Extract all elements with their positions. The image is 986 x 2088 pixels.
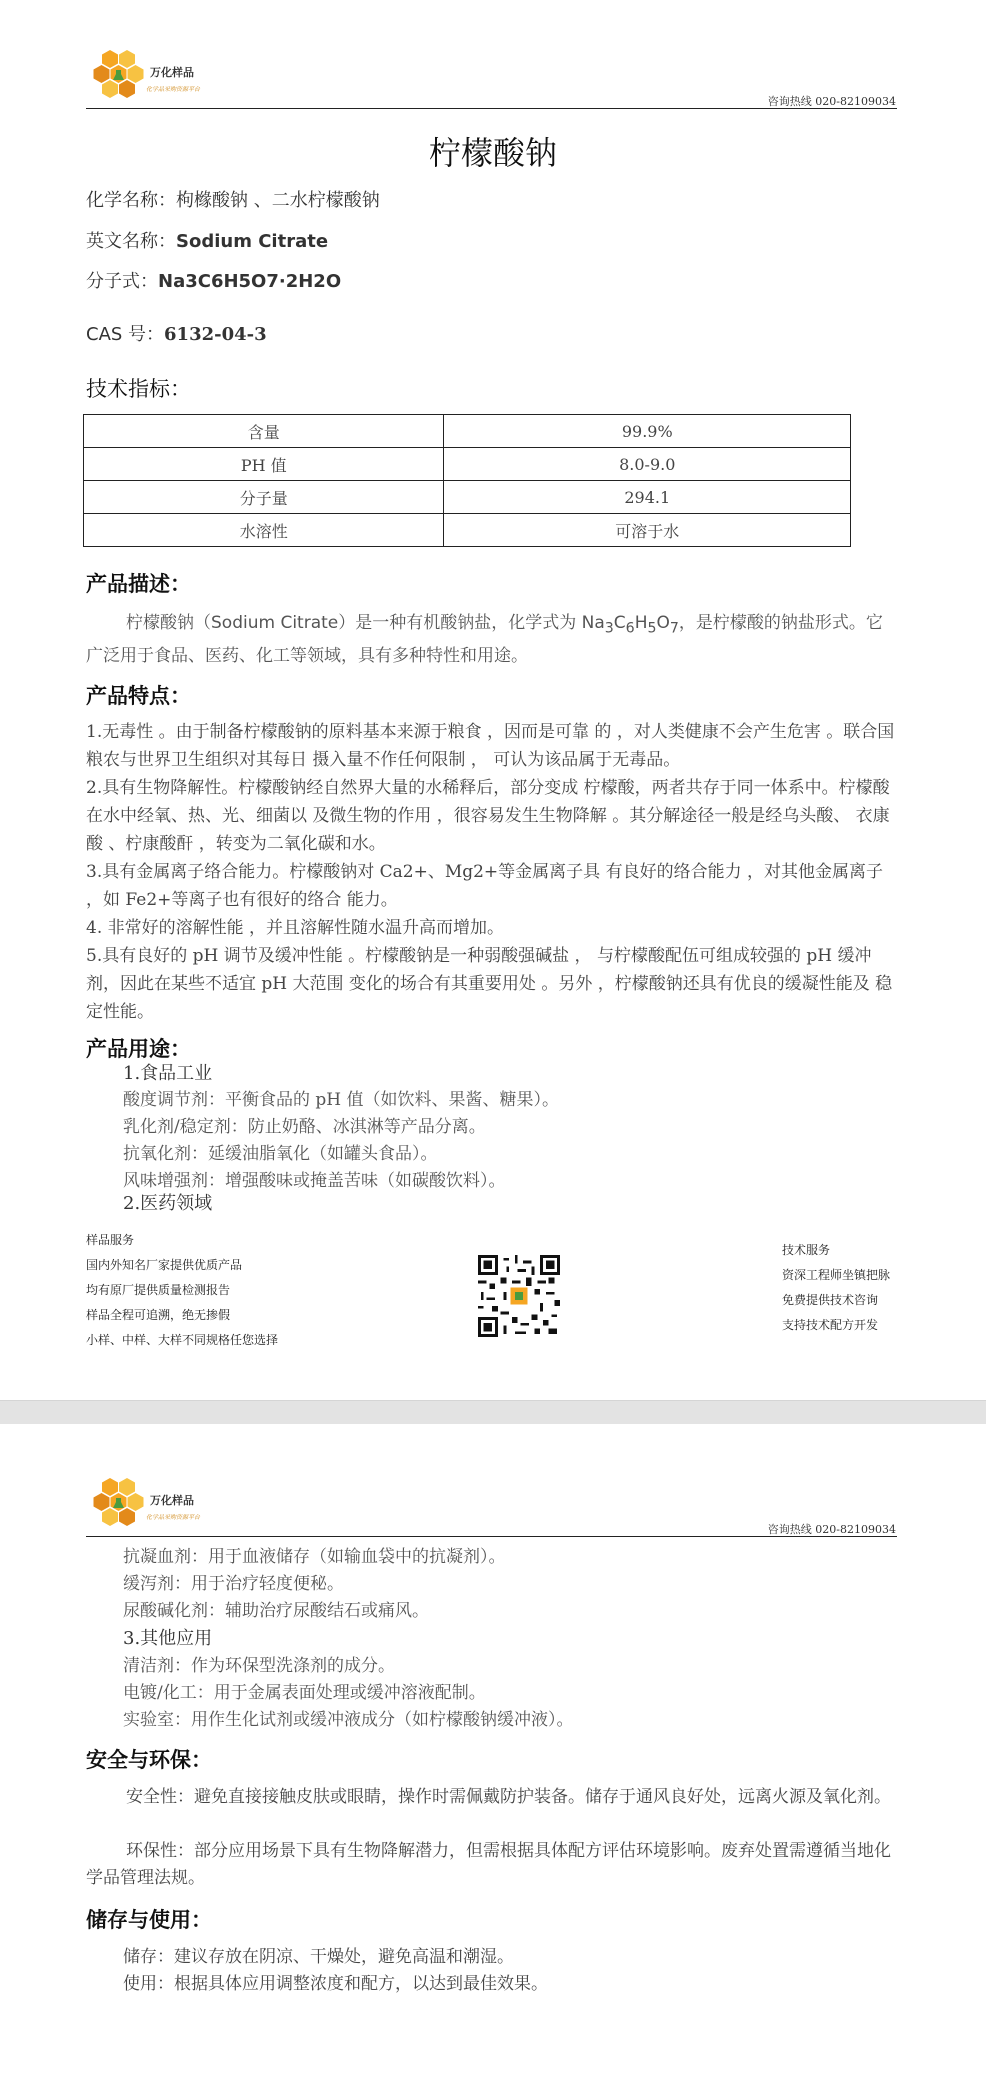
formula-value: Na3C6H5O7·2H2O — [158, 271, 342, 292]
list-item: 抗氧化剂：延缓油脂氧化（如罐头食品）。 — [123, 1144, 438, 1164]
footer-sample-service — [86, 1228, 278, 1353]
spec-value: 294.1 — [444, 481, 851, 514]
safety-heading: 安全与环保： — [86, 1748, 212, 1772]
features-list — [86, 718, 898, 1026]
specs-heading: 技术指标： — [86, 377, 191, 401]
honeycomb-logo-icon — [94, 50, 144, 98]
features-heading: 产品特点： — [86, 684, 191, 708]
page-title: 柠檬酸钠 — [428, 134, 557, 172]
hotline: 咨询热线 020-82109034 — [767, 1523, 896, 1536]
english-name-value: Sodium Citrate — [176, 231, 329, 252]
chemical-name: 化学名称：枸橼酸钠 、二水柠檬酸钠 — [86, 190, 380, 211]
footer-line: 国内外知名厂家提供优质产品 — [86, 1258, 243, 1272]
footer-line: 小样、中样、大样不同规格任您选择 — [86, 1333, 279, 1347]
list-item: 清洁剂：作为环保型洗涤剂的成分。 — [123, 1656, 395, 1676]
header-divider — [86, 108, 897, 109]
table-row — [84, 415, 851, 448]
list-item: 3.具有金属离子络合能力。柠檬酸钠对 Ca2+、Mg2+等金属离子具 有良好的络合能力 ，对其他金属离子 ，如 Fe2+等离子也有很好的络合 能力。 — [86, 862, 883, 910]
spec-name: 分子量 — [84, 481, 444, 514]
page-separator — [0, 1400, 986, 1425]
footer-line: 样品全程可追溯，绝无掺假 — [86, 1308, 231, 1322]
storage-list — [123, 1944, 548, 1998]
logo-name: 万化样品 — [150, 1494, 194, 1507]
safety-text: 安全性：避免直接接触皮肤或眼睛，操作时需佩戴防护装备。储存于通风良好处，远离火源及氧化剂。 — [126, 1787, 891, 1807]
description-heading: 产品描述： — [86, 572, 191, 596]
logo-slogan: 化学品采购资源平台 — [146, 1514, 201, 1521]
english-name-label: 英文名称： — [86, 231, 176, 252]
company-logo — [90, 46, 230, 110]
list-item: 风味增强剂：增强酸味或掩盖苦味（如碳酸饮料）。 — [123, 1171, 506, 1191]
storage-text: 储存：建议存放在阴凉、干燥处，避免高温和潮湿。 — [123, 1947, 514, 1967]
document-page-2 — [0, 1424, 986, 2088]
specs-table — [83, 414, 851, 547]
cas-number — [86, 320, 267, 346]
list-item: 电镀/化工：用于金属表面处理或缓冲溶液配制。 — [123, 1683, 486, 1703]
molecular-formula — [86, 267, 341, 293]
footer-tech-service — [782, 1238, 890, 1338]
footer-line: 支持技术配方开发 — [782, 1318, 879, 1332]
list-item: 1.无毒性 。由于制备柠檬酸钠的原料基本来源于粮食 ，因而是可靠 的 ，对人类健康不会产生危害 。联合国粮农与世界卫生组织对其每日 摄入量不作任何限制 ， 可认为该品属于无毒品。 — [86, 722, 895, 770]
medical-heading: 2.医药领域 — [123, 1193, 213, 1214]
list-item: 5.具有良好的 pH 调节及缓冲性能 。柠檬酸钠是一种弱酸强碱盐 ， 与柠檬酸配伍可组成较强的 pH 缓冲剂，因此在某些不适宜 pH 大范围 变化的场合有其重要用处 。另外 ，柠檬酸钠还具有优良的缓凝性能及 稳定性能。 — [86, 946, 893, 1022]
footer-line: 均有原厂提供质量检测报告 — [86, 1283, 231, 1297]
list-item: 酸度调节剂：平衡食品的 pH 值（如饮料、果酱、糖果）。 — [123, 1090, 560, 1110]
list-item: 缓泻剂：用于治疗轻度便秘。 — [123, 1574, 344, 1594]
footer-line: 免费提供技术咨询 — [782, 1293, 879, 1307]
usage-text: 使用：根据具体应用调整浓度和配方，以达到最佳效果。 — [123, 1974, 548, 1994]
table-row — [84, 481, 851, 514]
uses-heading: 产品用途： — [86, 1037, 191, 1061]
list-item: 乳化剂/稳定剂：防止奶酪、冰淇淋等产品分离。 — [123, 1117, 486, 1137]
other-uses-list — [123, 1653, 574, 1734]
storage-heading: 储存与使用： — [86, 1908, 212, 1932]
spec-name: 水溶性 — [84, 514, 444, 547]
table-row — [84, 448, 851, 481]
footer-line: 资深工程师坐镇把脉 — [782, 1268, 891, 1282]
list-item: 4. 非常好的溶解性能 ，并且溶解性随水温升高而增加。 — [86, 918, 505, 938]
company-logo — [90, 1474, 230, 1538]
list-item: 2.具有生物降解性。柠檬酸钠经自然界大量的水稀释后，部分变成 柠檬酸，两者共存于同一体系中。柠檬酸在水中经氧、热、光、细菌以 及微生物的作用 ，很容易发生生物降解 。其分解途径一般是经乌头酸、 衣康酸 、柠康酸酐 ，转变为二氧化碳和水。 — [86, 778, 890, 854]
list-item: 尿酸碱化剂：辅助治疗尿酸结石或痛风。 — [123, 1601, 429, 1621]
spec-value: 可溶于水 — [444, 514, 851, 547]
honeycomb-logo-icon — [94, 1478, 144, 1526]
footer-line: 技术服务 — [782, 1243, 831, 1257]
list-item: 实验室：用作生化试剂或缓冲液成分（如柠檬酸钠缓冲液）。 — [123, 1710, 574, 1730]
english-name — [86, 227, 328, 253]
food-industry-heading: 1.食品工业 — [123, 1063, 213, 1084]
logo-slogan: 化学品采购资源平台 — [146, 86, 201, 93]
logo-name: 万化样品 — [150, 66, 194, 79]
description-text: 柠檬酸钠（Sodium Citrate）是一种有机酸钠盐，化学式为 $Na_3C_6H_5O_7$，是柠檬酸的钠盐形式。它广泛用于食品、医药、化工等领域，具有多种特性和用途。 — [86, 613, 883, 667]
footer-line: 样品服务 — [86, 1233, 135, 1247]
cas-label: CAS 号： — [86, 324, 165, 345]
spec-name: PH 值 — [84, 448, 444, 481]
other-uses-heading: 3.其他应用 — [123, 1628, 213, 1649]
environment-text: 环保性：部分应用场景下具有生物降解潜力，但需根据具体配方评估环境影响。废弃处置需遵循当地化学品管理法规。 — [86, 1841, 891, 1888]
formula-label: 分子式： — [86, 271, 158, 292]
spec-value: 99.9% — [444, 415, 851, 448]
food-uses-list — [123, 1087, 559, 1195]
header-divider — [86, 1536, 897, 1537]
qr-code-icon — [478, 1255, 560, 1337]
spec-value: 8.0-9.0 — [444, 448, 851, 481]
medical-uses-list — [123, 1544, 506, 1625]
list-item: 抗凝血剂：用于血液储存（如输血袋中的抗凝剂）。 — [123, 1547, 506, 1567]
cas-value: 6132-04-3 — [164, 324, 267, 345]
spec-name: 含量 — [84, 415, 444, 448]
table-row — [84, 514, 851, 547]
hotline: 咨询热线 020-82109034 — [767, 95, 896, 108]
